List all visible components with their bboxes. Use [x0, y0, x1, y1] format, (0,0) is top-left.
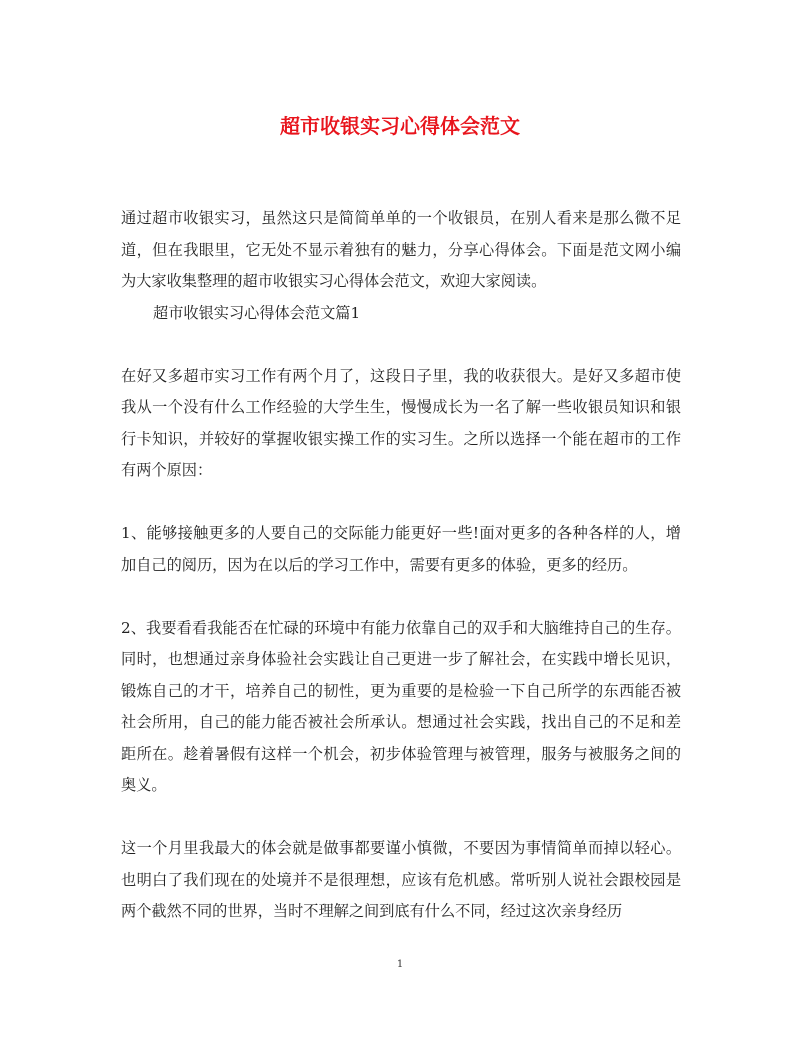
body-paragraph-4: 这一个月里我最大的体会就是做事都要谨小慎微，不要因为事情简单而掉以轻心。也明白了我们现在的处境并不是很理想，应该有危机感。常听别人说社会跟校园是两个截然不同的世界，当时不理解之间到底有什么不同，经过这次亲身经历	[121, 839, 681, 920]
body-paragraph-2: 1、能够接触更多的人要自己的交际能力能更好一些!面对更多的各种各样的人，增加自己的阅历，因为在以后的学习工作中，需要有更多的体验，更多的经历。	[121, 524, 681, 574]
paragraph-spacer	[121, 581, 681, 613]
paragraph-spacer	[121, 329, 681, 361]
document-body	[121, 203, 681, 928]
page-number: 1	[396, 959, 404, 970]
document-title: 超市收银实习心得体会范文	[280, 114, 520, 138]
body-paragraph-3: 2、我要看看我能否在忙碌的环境中有能力依靠自己的双手和大脑维持自己的生存。同时，也想通过亲身体验社会实践让自己更进一步了解社会，在实践中增长见识，锻炼自己的才干，培养自己的韧性，更为重要的是检验一下自己所学的东西能否被社会所用，自己的能力能否被社会所承认。想通过社会实践，找出自己的不足和差距所在。趁着暑假有这样一个机会，初步体验管理与被管理，服务与被服务之间的奥义。	[121, 618, 681, 794]
paragraph-spacer	[121, 487, 681, 519]
paragraph-spacer	[121, 802, 681, 834]
section-heading: 超市收银实习心得体会范文篇1	[153, 303, 361, 322]
body-paragraph-1: 在好又多超市实习工作有两个月了，这段日子里，我的收获很大。是好又多超市使我从一个没有什么工作经验的大学生生，慢慢成长为一名了解一些收银员知识和银行卡知识，并较好的掌握收银实操工作的实习生。之所以选择一个能在超市的工作有两个原因：	[121, 366, 681, 479]
intro-paragraph: 通过超市收银实习，虽然这只是简简单单的一个收银员，在别人看来是那么微不足道，但在我眼里，它无处不显示着独有的魅力，分享心得体会。下面是范文网小编为大家收集整理的超市收银实习心得体会范文，欢迎大家阅读。	[121, 209, 681, 290]
